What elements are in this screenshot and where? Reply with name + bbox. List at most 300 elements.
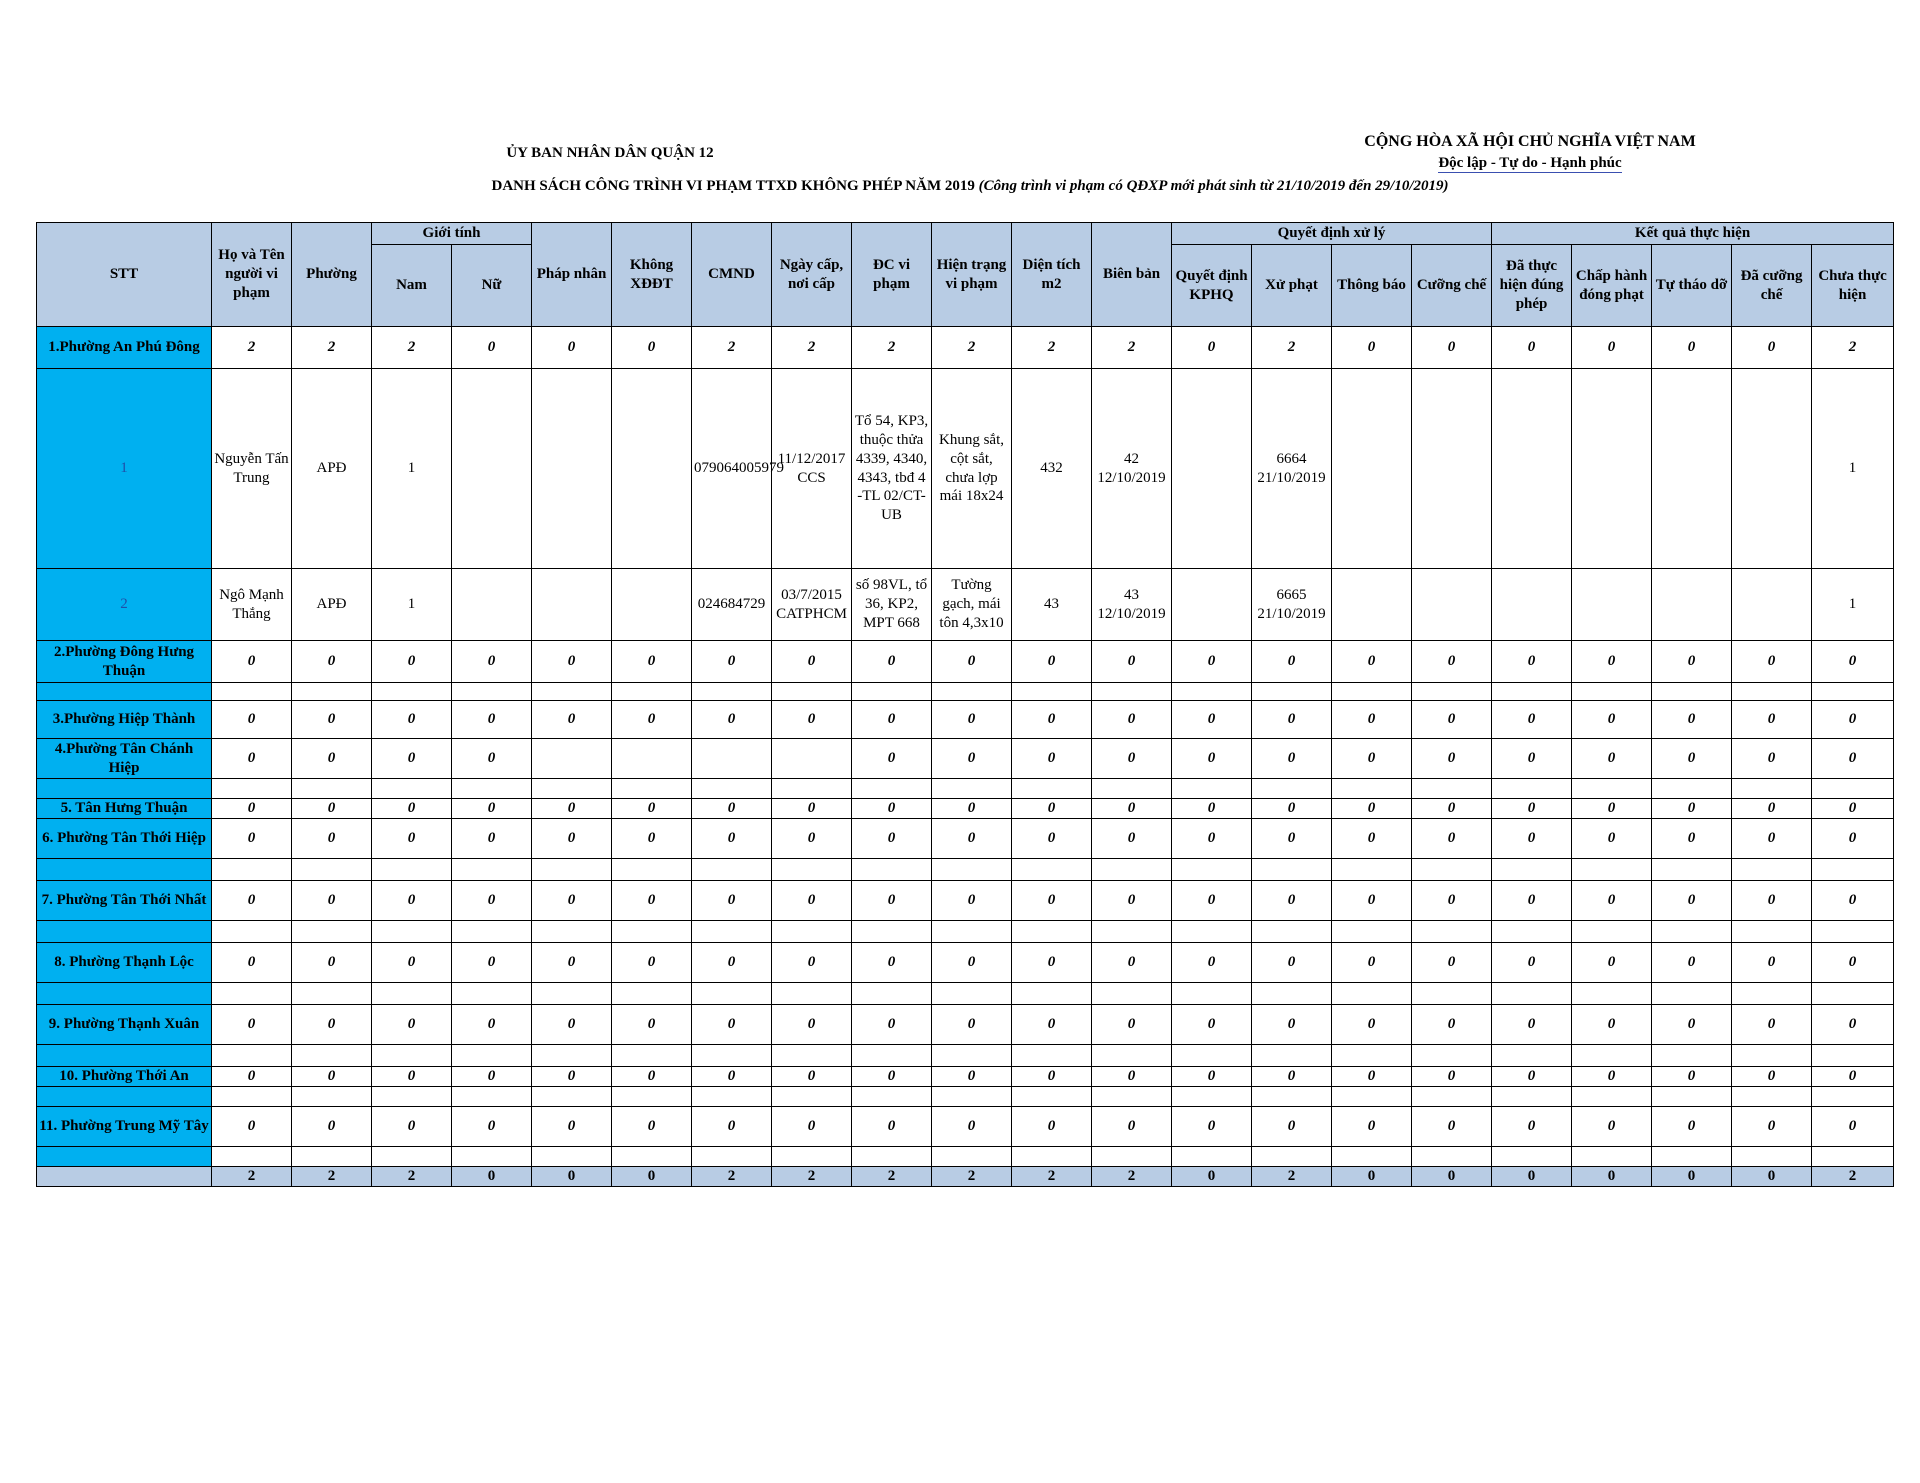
- ward-total-cell: 0: [372, 701, 452, 739]
- totals-cell: 0: [532, 1166, 612, 1186]
- spacer-cell: [852, 858, 932, 880]
- ward-total-cell: 0: [852, 1004, 932, 1044]
- ward-total-cell: 0: [212, 799, 292, 819]
- spacer-cell: [1412, 683, 1492, 701]
- ward-total-cell: 0: [292, 1106, 372, 1146]
- record-cell: [1572, 569, 1652, 641]
- ward-total-cell: 0: [1652, 641, 1732, 683]
- ward-total-cell: 0: [1252, 1066, 1332, 1086]
- spacer-cell: [1732, 1086, 1812, 1106]
- spacer-cell: [1252, 779, 1332, 799]
- spacer-cell: [1332, 683, 1412, 701]
- spacer-cell: [1572, 683, 1652, 701]
- record-cell: 024684729: [692, 569, 772, 641]
- ward-total-cell: 0: [292, 880, 372, 920]
- ward-total-cell: 0: [1412, 327, 1492, 369]
- totals-row: [37, 1166, 1894, 1186]
- ward-total-cell: 0: [1492, 818, 1572, 858]
- spacer-cell: [292, 982, 372, 1004]
- spacer-cell: [452, 779, 532, 799]
- ward-total-cell: 0: [1172, 1004, 1252, 1044]
- spacer-cell: [932, 982, 1012, 1004]
- spacer-cell: [932, 858, 1012, 880]
- col-not-done: Chưa thực hiện: [1812, 245, 1894, 327]
- ward-total-cell: 0: [1572, 327, 1652, 369]
- ward-section-row: [37, 641, 1894, 683]
- record-cell: 1: [1812, 569, 1894, 641]
- ward-total-cell: 0: [692, 1004, 772, 1044]
- ward-total-cell: 0: [1652, 942, 1732, 982]
- ward-total-cell: 0: [1572, 880, 1652, 920]
- ward-total-cell: 2: [372, 327, 452, 369]
- spacer-cell: [692, 1086, 772, 1106]
- ward-total-cell: 0: [612, 327, 692, 369]
- spacer-cell: [532, 1086, 612, 1106]
- ward-total-cell: 0: [452, 880, 532, 920]
- spacer-cell: [1092, 982, 1172, 1004]
- spacer-cell: [292, 683, 372, 701]
- title-main: DANH SÁCH CÔNG TRÌNH VI PHẠM TTXD KHÔNG PHÉP NĂM 2019: [491, 178, 975, 194]
- ward-total-cell: 0: [1332, 641, 1412, 683]
- spacer-cell: [772, 920, 852, 942]
- spacer-cell: [1412, 1044, 1492, 1066]
- ward-total-cell: 0: [1172, 942, 1252, 982]
- ward-total-cell: 0: [1732, 818, 1812, 858]
- spacer-cell: [1812, 1146, 1894, 1166]
- ward-total-cell: 0: [1332, 701, 1412, 739]
- ward-total-cell: 0: [692, 1066, 772, 1086]
- ward-total-cell: 0: [532, 1106, 612, 1146]
- ward-total-cell: 0: [1492, 942, 1572, 982]
- spacer-cell: [1252, 683, 1332, 701]
- record-cell: [1732, 369, 1812, 569]
- ward-section-row: [37, 942, 1894, 982]
- spacer-cell: [452, 1044, 532, 1066]
- ward-total-cell: 0: [292, 942, 372, 982]
- ward-total-cell: 0: [1332, 880, 1412, 920]
- spacer-cell: [452, 1086, 532, 1106]
- spacer-cell: [692, 1146, 772, 1166]
- ward-total-cell: 0: [1652, 1004, 1732, 1044]
- ward-total-cell: 0: [1412, 1066, 1492, 1086]
- spacer-cell: [1092, 1086, 1172, 1106]
- ward-total-cell: 0: [1252, 641, 1332, 683]
- totals-cell: 0: [1652, 1166, 1732, 1186]
- spacer-cell: [1012, 858, 1092, 880]
- ward-total-cell: 0: [1572, 739, 1652, 779]
- ward-total-cell: 0: [692, 641, 772, 683]
- ward-total-cell: 0: [292, 799, 372, 819]
- spacer-cell: [1412, 920, 1492, 942]
- col-id-number: CMND: [692, 223, 772, 327]
- spacer-cell: [372, 779, 452, 799]
- ward-total-cell: 0: [932, 701, 1012, 739]
- ward-section-row: [37, 1004, 1894, 1044]
- violation-record-row: [37, 569, 1894, 641]
- ward-total-cell: 0: [1812, 799, 1894, 819]
- ward-total-cell: 0: [1012, 739, 1092, 779]
- ward-total-cell: 0: [1252, 818, 1332, 858]
- record-cell: [1572, 369, 1652, 569]
- record-cell: [1332, 369, 1412, 569]
- spacer-cell: [1732, 1044, 1812, 1066]
- ward-total-cell: 0: [692, 701, 772, 739]
- ward-total-cell: 0: [1652, 1066, 1732, 1086]
- ward-total-cell: 0: [212, 1004, 292, 1044]
- spacer-cell: [1252, 982, 1332, 1004]
- spacer-cell: [852, 920, 932, 942]
- spacer-cell: [1572, 779, 1652, 799]
- ward-total-cell: 0: [772, 942, 852, 982]
- ward-total-cell: 0: [372, 1004, 452, 1044]
- ward-total-cell: 0: [852, 818, 932, 858]
- spacer-cell: [1492, 1044, 1572, 1066]
- col-result-group: Kết quả thực hiện: [1492, 223, 1894, 245]
- ward-total-cell: 0: [1252, 739, 1332, 779]
- ward-total-cell: 0: [1732, 1004, 1812, 1044]
- spacer-cell: [452, 982, 532, 1004]
- spacer-cell: [772, 779, 852, 799]
- spacer-cell: [1412, 1086, 1492, 1106]
- spacer-cell: [372, 1146, 452, 1166]
- spacer-row: [37, 779, 1894, 799]
- spacer-cell: [1332, 920, 1412, 942]
- ward-total-cell: [772, 739, 852, 779]
- ward-total-cell: 0: [1652, 799, 1732, 819]
- ward-total-cell: 0: [772, 701, 852, 739]
- ward-total-cell: 0: [932, 1066, 1012, 1086]
- ward-total-cell: 0: [1012, 880, 1092, 920]
- spacer-cell: [1092, 858, 1172, 880]
- spacer-cell: [452, 858, 532, 880]
- ward-total-cell: [692, 739, 772, 779]
- record-cell: 1: [372, 369, 452, 569]
- ward-total-cell: 0: [1172, 818, 1252, 858]
- record-cell: [612, 369, 692, 569]
- ward-total-cell: 0: [692, 942, 772, 982]
- ward-total-cell: 0: [852, 1106, 932, 1146]
- spacer-cell: [372, 683, 452, 701]
- ward-total-cell: 0: [1812, 701, 1894, 739]
- spacer-cell: [212, 683, 292, 701]
- spacer-cell: [452, 1146, 532, 1166]
- totals-cell: 2: [372, 1166, 452, 1186]
- ward-total-cell: 0: [372, 942, 452, 982]
- spacer-cell: [1172, 1086, 1252, 1106]
- ward-total-cell: 0: [1332, 1106, 1412, 1146]
- spacer-cell: [1412, 982, 1492, 1004]
- ward-total-cell: 0: [1252, 1004, 1332, 1044]
- record-cell: 432: [1012, 369, 1092, 569]
- record-cell: [1492, 569, 1572, 641]
- ward-total-cell: 2: [1812, 327, 1894, 369]
- ward-total-cell: 0: [452, 1004, 532, 1044]
- ward-total-cell: 0: [1652, 818, 1732, 858]
- spacer-cell: [1812, 1044, 1894, 1066]
- col-penalty: Xử phạt: [1252, 245, 1332, 327]
- ward-total-cell: 0: [932, 799, 1012, 819]
- record-cell: Ngô Mạnh Thắng: [212, 569, 292, 641]
- ward-total-cell: 0: [1092, 1004, 1172, 1044]
- spacer-cell: [212, 982, 292, 1004]
- ward-total-cell: 0: [1572, 942, 1652, 982]
- spacer-cell: [1572, 1146, 1652, 1166]
- spacer-cell: [1252, 1044, 1332, 1066]
- ward-total-cell: 0: [692, 818, 772, 858]
- ward-total-cell: 0: [1652, 1106, 1732, 1146]
- spacer-cell: [692, 1044, 772, 1066]
- ward-total-cell: 0: [612, 799, 692, 819]
- ward-total-cell: 0: [1812, 1106, 1894, 1146]
- col-enforced: Đã cưỡng chế: [1732, 245, 1812, 327]
- ward-total-cell: 0: [532, 1004, 612, 1044]
- col-legal-entity: Pháp nhân: [532, 223, 612, 327]
- spacer-cell: [1732, 683, 1812, 701]
- ward-total-cell: 0: [932, 1004, 1012, 1044]
- spacer-cell: [1572, 858, 1652, 880]
- ward-total-cell: 0: [1332, 327, 1412, 369]
- spacer-cell: [772, 1146, 852, 1166]
- ward-total-cell: 0: [452, 799, 532, 819]
- ward-total-cell: 0: [1012, 1106, 1092, 1146]
- spacer-row: [37, 683, 1894, 701]
- spacer-row: [37, 1086, 1894, 1106]
- record-cell: [1652, 369, 1732, 569]
- spacer-cell: [692, 920, 772, 942]
- spacer-cell: [1492, 683, 1572, 701]
- record-cell: [1652, 569, 1732, 641]
- col-enforcement: Cưỡng chế: [1412, 245, 1492, 327]
- spacer-cell: [1572, 982, 1652, 1004]
- record-stt: 1: [37, 369, 212, 569]
- ward-total-cell: 0: [932, 880, 1012, 920]
- ward-total-cell: 0: [1092, 641, 1172, 683]
- spacer-cell: [1492, 982, 1572, 1004]
- spacer-row: [37, 982, 1894, 1004]
- spacer-cell: [772, 683, 852, 701]
- ward-total-cell: 2: [852, 327, 932, 369]
- ward-total-cell: 0: [1572, 1106, 1652, 1146]
- ward-total-cell: 0: [452, 818, 532, 858]
- ward-total-cell: 0: [1012, 641, 1092, 683]
- ward-section-row: [37, 818, 1894, 858]
- spacer-cell: [1492, 779, 1572, 799]
- ward-name: 1.Phường An Phú Đông: [37, 327, 212, 369]
- ward-total-cell: 0: [452, 701, 532, 739]
- spacer-cell: [1572, 1044, 1652, 1066]
- ward-total-cell: 0: [1012, 799, 1092, 819]
- spacer-cell: [292, 1044, 372, 1066]
- spacer-stt-cell: [37, 920, 212, 942]
- spacer-cell: [1652, 779, 1732, 799]
- totals-cell: 2: [1252, 1166, 1332, 1186]
- ward-total-cell: 0: [1332, 818, 1412, 858]
- spacer-cell: [292, 1086, 372, 1106]
- ward-total-cell: 0: [532, 818, 612, 858]
- ward-total-cell: 0: [1172, 880, 1252, 920]
- ward-total-cell: 0: [1572, 818, 1652, 858]
- ward-total-cell: 0: [372, 880, 452, 920]
- ward-total-cell: 0: [212, 1066, 292, 1086]
- col-notice: Thông báo: [1332, 245, 1412, 327]
- spacer-cell: [1012, 1044, 1092, 1066]
- record-cell: số 98VL, tổ 36, KP2, MPT 668: [852, 569, 932, 641]
- record-cell: [1412, 569, 1492, 641]
- ward-total-cell: 0: [612, 880, 692, 920]
- spacer-cell: [1012, 1146, 1092, 1166]
- ward-total-cell: 0: [612, 1106, 692, 1146]
- violation-record-row: [37, 369, 1894, 569]
- ward-total-cell: 0: [1412, 818, 1492, 858]
- title-period: (Công trình vi phạm có QĐXP mới phát sinh từ 21/10/2019 đến 29/10/2019): [978, 178, 1449, 194]
- ward-total-cell: 0: [852, 701, 932, 739]
- ward-total-cell: 0: [612, 701, 692, 739]
- spacer-cell: [772, 858, 852, 880]
- spacer-cell: [1412, 1146, 1492, 1166]
- spacer-cell: [1412, 779, 1492, 799]
- ward-total-cell: 0: [772, 1106, 852, 1146]
- ward-name: 10. Phường Thới An: [37, 1066, 212, 1086]
- ward-total-cell: 0: [1172, 739, 1252, 779]
- ward-name: 9. Phường Thạnh Xuân: [37, 1004, 212, 1044]
- record-cell: APĐ: [292, 569, 372, 641]
- totals-cell: 0: [1572, 1166, 1652, 1186]
- ward-total-cell: 0: [1812, 818, 1894, 858]
- ward-total-cell: 0: [932, 739, 1012, 779]
- spacer-cell: [692, 982, 772, 1004]
- ward-total-cell: 0: [1652, 880, 1732, 920]
- ward-total-cell: 0: [1012, 701, 1092, 739]
- ward-total-cell: 0: [1092, 818, 1172, 858]
- ward-total-cell: 0: [292, 1004, 372, 1044]
- spacer-cell: [1812, 683, 1894, 701]
- spacer-cell: [772, 982, 852, 1004]
- ward-total-cell: 0: [1652, 701, 1732, 739]
- spacer-cell: [1812, 858, 1894, 880]
- spacer-cell: [1652, 858, 1732, 880]
- record-cell: 079064005979: [692, 369, 772, 569]
- col-area: Diện tích m2: [1012, 223, 1092, 327]
- record-cell: 11/12/2017 CCS: [772, 369, 852, 569]
- spacer-cell: [1332, 858, 1412, 880]
- ward-total-cell: 0: [212, 641, 292, 683]
- republic-heading: CỘNG HÒA XÃ HỘI CHỦ NGHĨA VIỆT NAM: [1364, 133, 1696, 150]
- ward-total-cell: 0: [1092, 701, 1172, 739]
- spacer-cell: [1252, 920, 1332, 942]
- spacer-cell: [1332, 779, 1412, 799]
- spacer-cell: [532, 920, 612, 942]
- record-cell: 43 12/10/2019: [1092, 569, 1172, 641]
- spacer-cell: [1172, 1146, 1252, 1166]
- col-paid-fine: Chấp hành đóng phạt: [1572, 245, 1652, 327]
- spacer-cell: [852, 779, 932, 799]
- totals-cell: 0: [1492, 1166, 1572, 1186]
- spacer-cell: [852, 1086, 932, 1106]
- spacer-cell: [852, 982, 932, 1004]
- totals-cell: 2: [1092, 1166, 1172, 1186]
- ward-total-cell: 0: [1492, 327, 1572, 369]
- ward-total-cell: 0: [1412, 1004, 1492, 1044]
- ward-total-cell: 0: [1412, 942, 1492, 982]
- spacer-cell: [1252, 1086, 1332, 1106]
- ward-total-cell: 0: [852, 641, 932, 683]
- record-cell: 6664 21/10/2019: [1252, 369, 1332, 569]
- ward-total-cell: 0: [372, 799, 452, 819]
- spacer-cell: [372, 982, 452, 1004]
- ward-total-cell: 0: [1012, 1066, 1092, 1086]
- record-cell: [1172, 369, 1252, 569]
- ward-total-cell: 0: [772, 880, 852, 920]
- record-cell: 42 12/10/2019: [1092, 369, 1172, 569]
- ward-total-cell: 0: [692, 880, 772, 920]
- ward-total-cell: 0: [212, 701, 292, 739]
- spacer-cell: [1652, 683, 1732, 701]
- spacer-cell: [852, 1044, 932, 1066]
- record-cell: Tường gạch, mái tôn 4,3x10: [932, 569, 1012, 641]
- spacer-cell: [212, 1044, 292, 1066]
- spacer-row: [37, 858, 1894, 880]
- spacer-cell: [612, 1086, 692, 1106]
- ward-section-row: [37, 880, 1894, 920]
- ward-total-cell: 0: [852, 799, 932, 819]
- national-motto: Độc lập - Tự do - Hạnh phúc: [1438, 155, 1622, 171]
- spacer-cell: [1332, 982, 1412, 1004]
- ward-total-cell: 2: [1252, 327, 1332, 369]
- spacer-cell: [1332, 1146, 1412, 1166]
- spacer-cell: [1732, 858, 1812, 880]
- spacer-stt-cell: [37, 858, 212, 880]
- ward-total-cell: 0: [452, 942, 532, 982]
- record-cell: Nguyễn Tấn Trung: [212, 369, 292, 569]
- col-kphq-decision: Quyết định KPHQ: [1172, 245, 1252, 327]
- spacer-cell: [932, 683, 1012, 701]
- ward-total-cell: 0: [852, 1066, 932, 1086]
- ward-total-cell: 0: [772, 1066, 852, 1086]
- totals-cell: 2: [1812, 1166, 1894, 1186]
- col-ward: Phường: [292, 223, 372, 327]
- spacer-cell: [1012, 982, 1092, 1004]
- ward-total-cell: 0: [772, 799, 852, 819]
- ward-total-cell: 0: [1812, 1004, 1894, 1044]
- ward-total-cell: 0: [532, 641, 612, 683]
- ward-total-cell: 2: [1012, 327, 1092, 369]
- spacer-cell: [212, 1086, 292, 1106]
- ward-total-cell: 0: [1332, 942, 1412, 982]
- totals-cell: 0: [612, 1166, 692, 1186]
- ward-total-cell: 0: [772, 641, 852, 683]
- spacer-cell: [1572, 920, 1652, 942]
- ward-total-cell: 0: [1332, 799, 1412, 819]
- record-cell: [452, 569, 532, 641]
- col-female: Nữ: [452, 245, 532, 327]
- spacer-cell: [612, 920, 692, 942]
- spacer-cell: [532, 1044, 612, 1066]
- totals-cell: 2: [692, 1166, 772, 1186]
- ward-total-cell: 0: [1012, 942, 1092, 982]
- ward-total-cell: 0: [372, 1106, 452, 1146]
- spacer-cell: [1492, 1146, 1572, 1166]
- spacer-cell: [1492, 858, 1572, 880]
- ward-total-cell: 0: [1252, 880, 1332, 920]
- spacer-cell: [372, 858, 452, 880]
- ward-total-cell: 0: [1332, 1066, 1412, 1086]
- ward-total-cell: 0: [612, 1066, 692, 1086]
- ward-total-cell: 0: [1732, 641, 1812, 683]
- ward-total-cell: 0: [1092, 880, 1172, 920]
- col-record: Biên bản: [1092, 223, 1172, 327]
- ward-total-cell: 0: [612, 942, 692, 982]
- spacer-cell: [1812, 1086, 1894, 1106]
